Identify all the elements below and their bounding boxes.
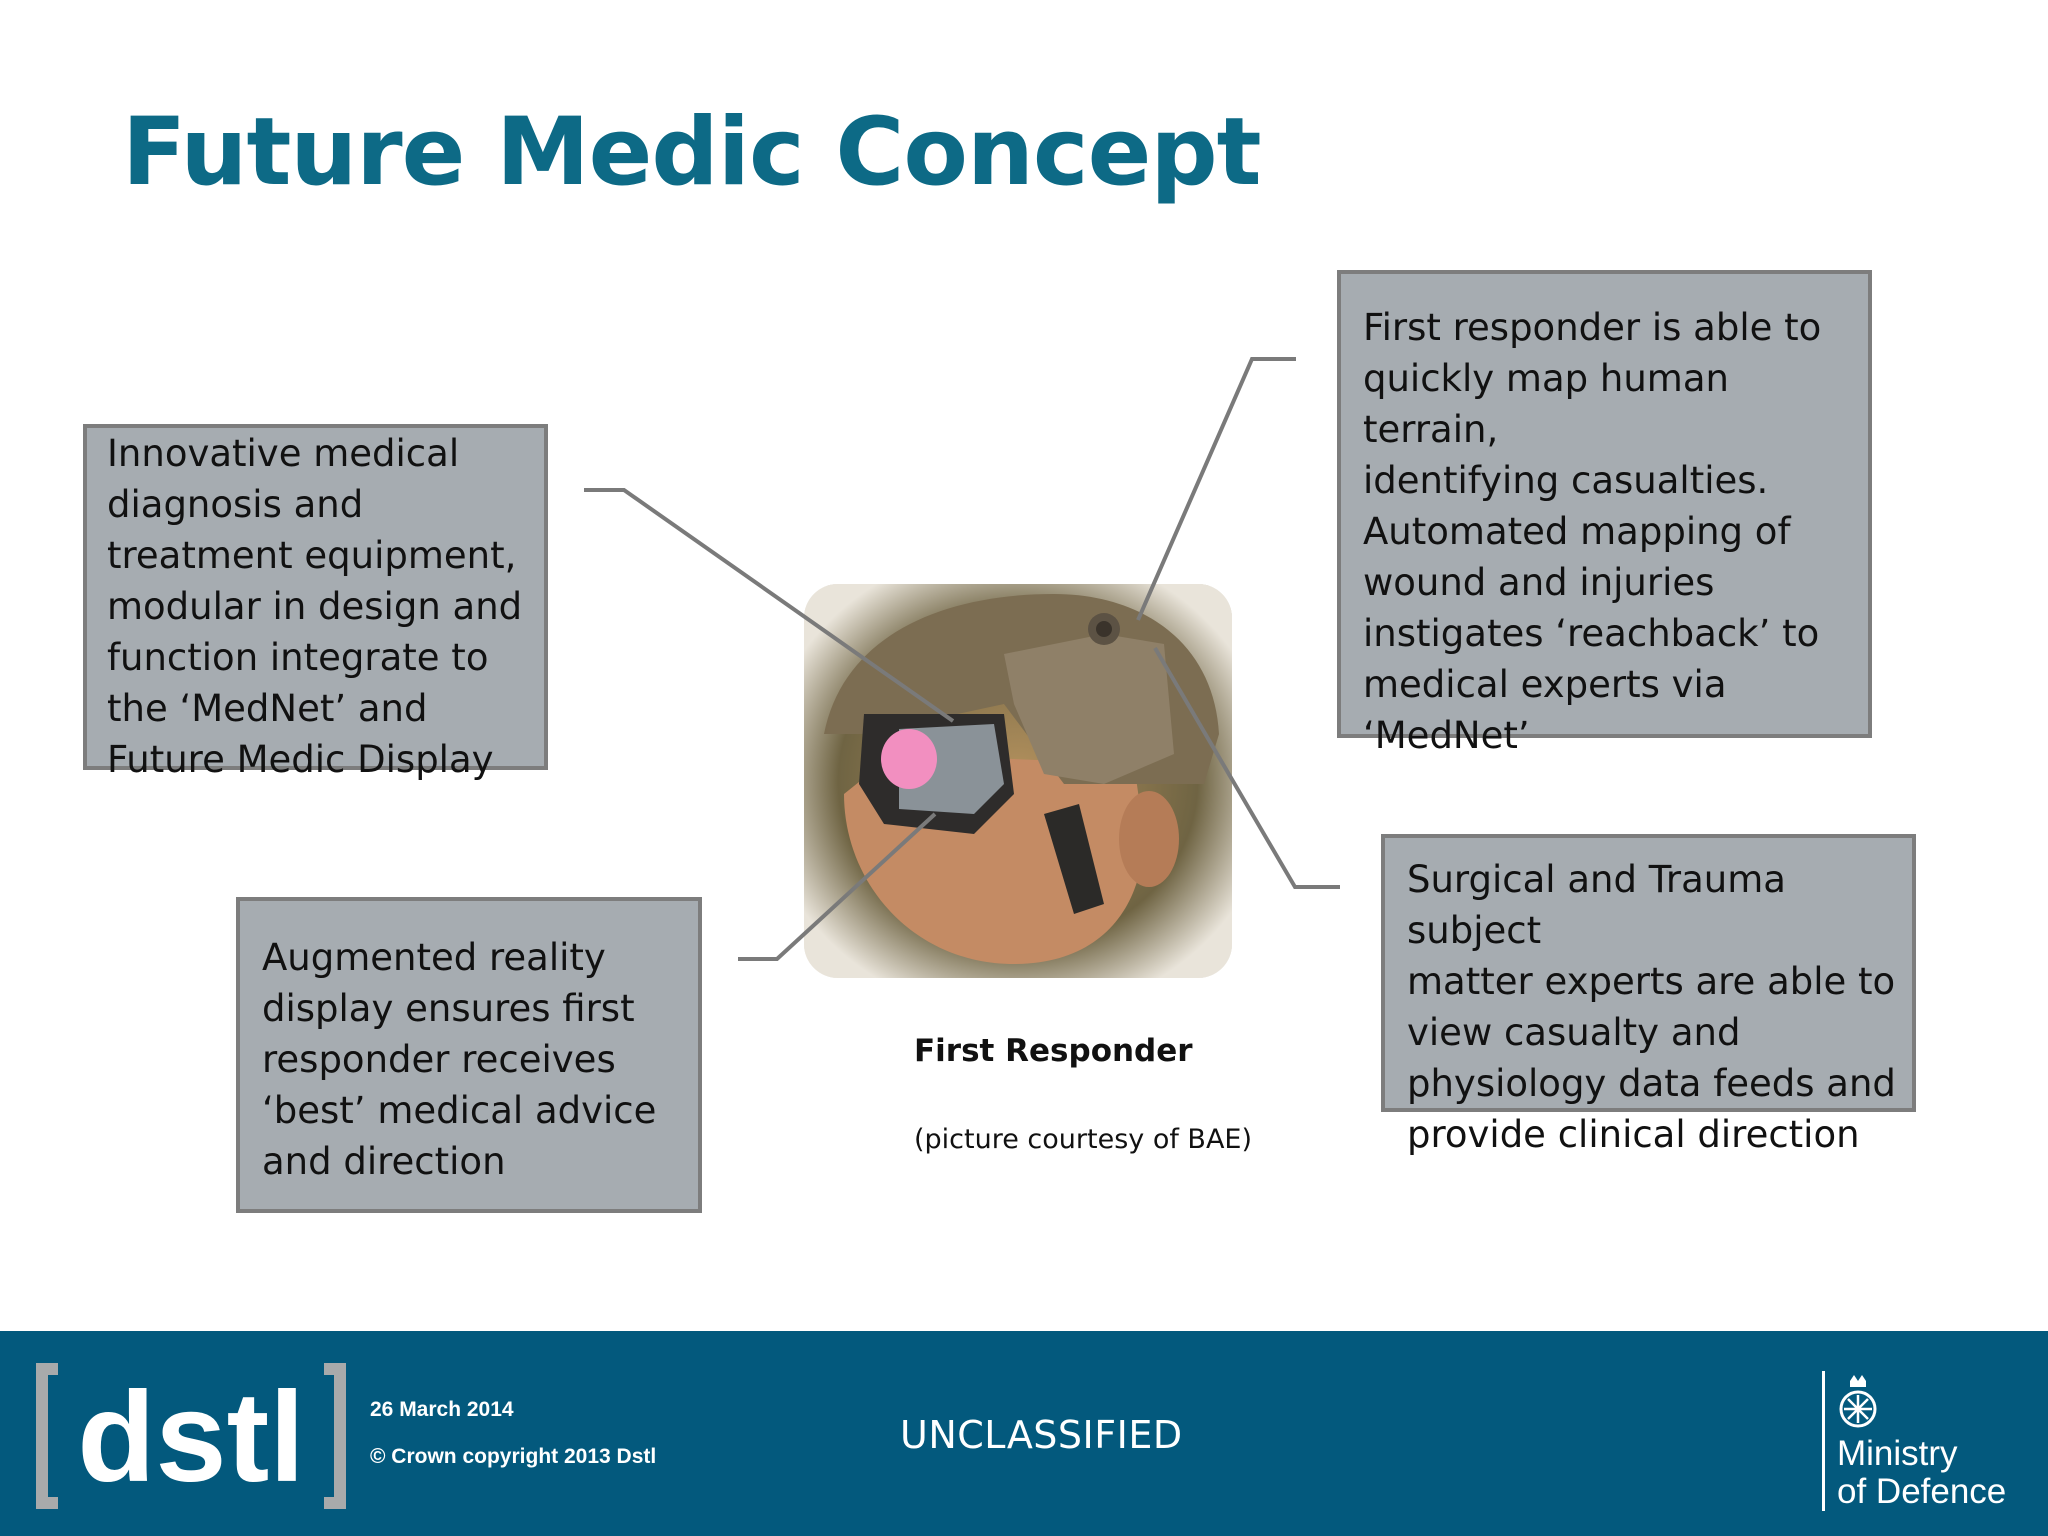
callout-line: ‘best’ medical advice (262, 1089, 657, 1132)
callout-line: quickly map human terrain, (1363, 357, 1729, 451)
callout-line: provide clinical direction (1407, 1113, 1860, 1156)
svg-text:dstl: dstl (77, 1366, 305, 1509)
callout-line: matter experts are able to (1407, 960, 1896, 1003)
callout-line: responder receives (262, 1038, 616, 1081)
mod-line-2: of Defence (1837, 1472, 2007, 1511)
callout-line: identifying casualties. (1363, 459, 1769, 502)
callout-line: modular in design and (107, 585, 523, 628)
callout-line: First responder is able to (1363, 306, 1822, 349)
callout-line: wound and injuries (1363, 561, 1715, 604)
photo-caption: First Responder (914, 1033, 1193, 1069)
callout-line: medical experts via (1363, 663, 1727, 706)
callout-line: treatment equipment, (107, 534, 517, 577)
connector-line (1138, 359, 1296, 620)
mod-line-1: Ministry (1837, 1434, 1958, 1473)
callout-line: function integrate to (107, 636, 489, 679)
slide-title: Future Medic Concept (122, 98, 1261, 207)
footer-date: 26 March 2014 (370, 1398, 514, 1421)
crest-icon (1836, 1371, 1880, 1431)
callout-line: Augmented reality (262, 936, 606, 979)
connector-line (584, 490, 953, 721)
mod-wordmark (1837, 1435, 2006, 1511)
classification-label: UNCLASSIFIED (900, 1413, 1183, 1457)
mod-divider (1822, 1371, 1825, 1511)
connector-line (1155, 648, 1340, 887)
callout-line: display ensures first (262, 987, 635, 1030)
callout-line: ‘MedNet’ (1363, 714, 1530, 757)
footer-bar (0, 1331, 2048, 1536)
photo-credit: (picture courtesy of BAE) (914, 1124, 1253, 1155)
footer-copyright: © Crown copyright 2013 Dstl (370, 1445, 657, 1468)
callout-line: diagnosis and (107, 483, 364, 526)
callout-line: and direction (262, 1140, 506, 1183)
callout-line: instigates ‘reachback’ to (1363, 612, 1820, 655)
callout-line: Surgical and Trauma subject (1407, 858, 1786, 952)
dstl-logo (36, 1361, 346, 1511)
callout-line: view casualty and (1407, 1011, 1741, 1054)
callout-line: Automated mapping of (1363, 510, 1791, 553)
callout-line: the ‘MedNet’ and (107, 687, 428, 730)
callout-line: Future Medic Display (107, 738, 494, 781)
connector-line (738, 814, 935, 959)
callout-line: physiology data feeds and (1407, 1062, 1896, 1105)
callout-line: Innovative medical (107, 432, 460, 475)
